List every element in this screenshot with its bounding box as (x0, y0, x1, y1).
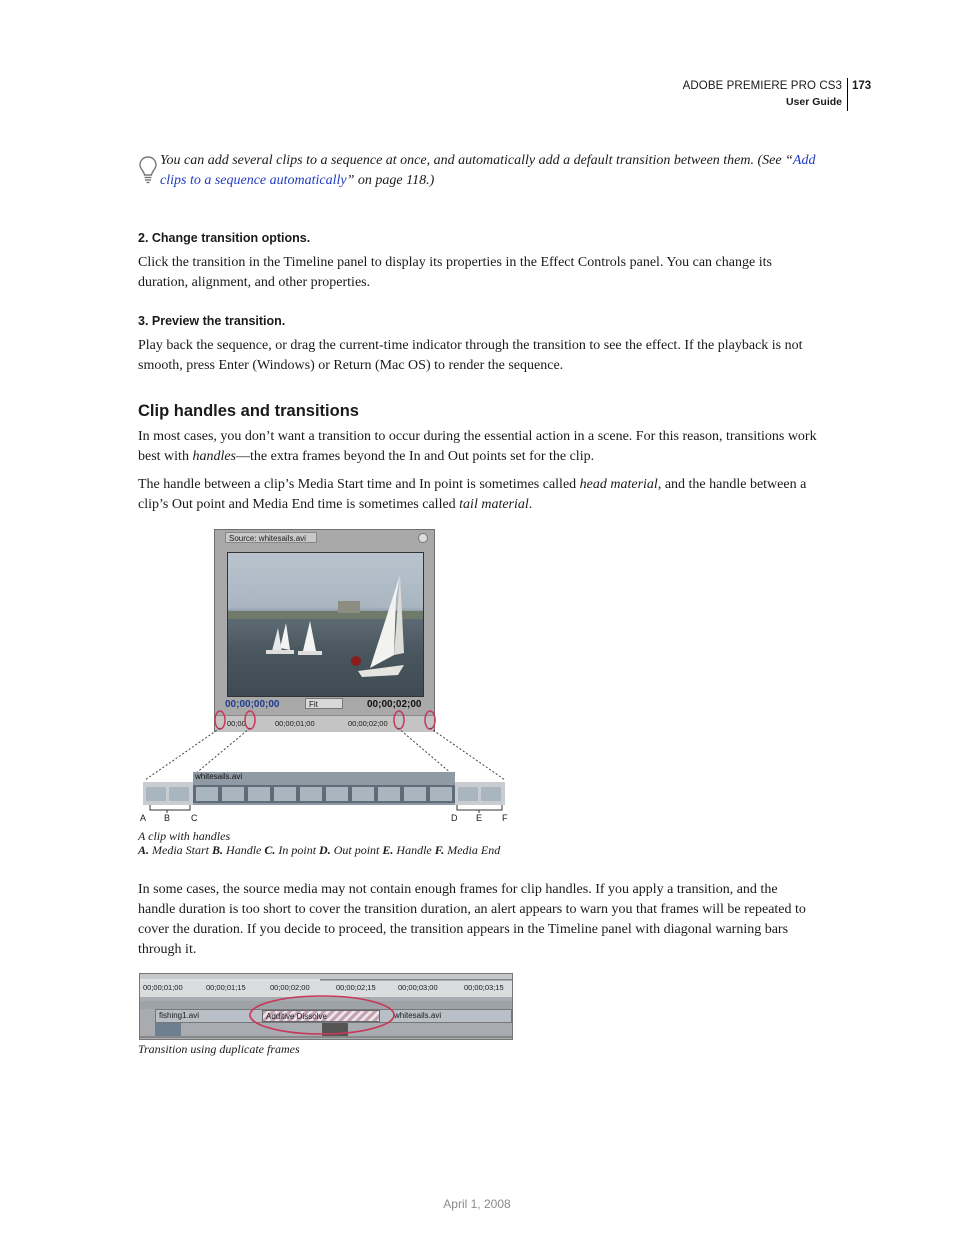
clip-filmstrip (143, 772, 505, 805)
section-paragraph-2 (138, 475, 818, 515)
legend-key: C. (264, 843, 276, 857)
legend-text: In point (275, 843, 320, 857)
tip-link[interactable]: Add clips to a sequence automatically (160, 153, 816, 188)
p2-emphasis-head: head material (579, 477, 658, 492)
video-frame-sailboats (227, 552, 424, 697)
clip-left-name: fishing1.avi (159, 1011, 200, 1020)
legend-text: Media Start (149, 843, 213, 857)
running-header-guide: User Guide (785, 96, 842, 108)
timecode-current: 00;00;00;00 (225, 699, 280, 710)
legend-text: Handle (223, 843, 265, 857)
ruler-tick-label: 00;00;02;00 (270, 983, 310, 992)
legend-key: E. (382, 843, 394, 857)
step-3-body: Play back the sequence, or drag the current-time indicator through the transition to see the effect. If the playback is not smooth, press Enter (Windows) or Return (Mac OS) to render the sequence. (138, 338, 803, 373)
source-monitor-screenshot (214, 529, 435, 732)
figure-1-caption-legend (138, 843, 500, 857)
step-2-body: Click the transition in the Timeline panel to display its properties in the Effect Controls panel. You can change its duration, alignment, and other properties. (138, 255, 772, 290)
timecode-duration: 00;00;02;00 (367, 699, 422, 710)
footer-date: April 1, 2008 (443, 1197, 511, 1211)
ruler-tick-label: 00;00;01;00 (143, 983, 183, 992)
section-paragraph-1 (138, 427, 818, 467)
p2-text-mid: , and the handle between a clip’s Out point and Media End time is sometimes called (138, 477, 807, 512)
step-2-heading: 2. Change transition options. (138, 231, 311, 245)
tip-text-after: ” on page 118.) (346, 173, 435, 188)
figure-1-caption-title: A clip with handles (138, 829, 231, 843)
running-header-product: ADOBE PREMIERE PRO CS3 (682, 80, 842, 92)
ruler-tick-label: 00;00;01;15 (206, 983, 246, 992)
p1-emphasis: handles (192, 449, 237, 464)
ruler-tick-label: 00;00;01;00 (275, 719, 315, 728)
label-b: B (164, 813, 171, 823)
label-f: F (502, 813, 508, 823)
p2-emphasis-tail: tail material (459, 497, 529, 512)
p1-text-end: —the extra frames beyond the In and Out points set for the clip. (236, 449, 595, 464)
clip-name-label: whitesails.avi (195, 772, 243, 781)
panel-menu-icon (418, 533, 428, 543)
header-divider (847, 78, 848, 111)
lightbulb-icon (138, 155, 158, 185)
section-paragraph-3: In some cases, the source media may not contain enough frames for clip handles. If you apply a transition, and the handle duration is too short to cover the transition duration, an alert appears to warn you that frames will be repeated to cover the duration. If you decide to proceed, the transition appears in the Timeline panel with diagonal warning bars through it. (138, 882, 806, 957)
p1-text: In most cases, you don’t want a transition to occur during the essential action in a scene. For this reason, transitions work best with (138, 429, 817, 464)
monitor-tab: Source: whitesails.avi (225, 532, 317, 543)
clip-right-name: whitesails.avi (394, 1011, 442, 1020)
figure-2-caption: Transition using duplicate frames (138, 1042, 300, 1056)
ruler-tick-label: 00;00;02;00 (348, 719, 388, 728)
label-a: A (140, 813, 147, 823)
ruler-tick-label: 00;00;02;15 (336, 983, 376, 992)
p2-text: The handle between a clip’s Media Start time and In point is sometimes called (138, 477, 580, 492)
label-d: D (451, 813, 458, 823)
step-3-heading: 3. Preview the transition. (138, 314, 286, 328)
p2-text-end: . (528, 497, 533, 512)
clip-thumbnail (155, 1023, 181, 1037)
zoom-select: Fit (305, 698, 343, 709)
legend-text: Media End (444, 843, 501, 857)
label-e: E (476, 813, 483, 823)
section-heading: Clip handles and transitions (138, 402, 359, 420)
transition-warning-bars: Additive Dissolve (262, 1010, 380, 1022)
legend-key: A. (138, 843, 150, 857)
legend-key: D. (319, 843, 331, 857)
legend-key: B. (212, 843, 224, 857)
ruler-tick-label: 00;00;03;00 (398, 983, 438, 992)
page-number: 173 (852, 80, 872, 92)
legend-text: Out point (330, 843, 383, 857)
ruler-tick-label: 00;00 (227, 719, 246, 728)
ruler-tick-label: 00;00;03;15 (464, 983, 504, 992)
tip-text-before: You can add several clips to a sequence at once, and automatically add a default transition between them. (See “ (160, 153, 793, 168)
sailboat-scene-graphic (228, 553, 423, 696)
label-c: C (191, 813, 198, 823)
legend-text: Handle (393, 843, 435, 857)
legend-key: F. (434, 843, 445, 857)
tip-text (160, 151, 820, 191)
transition-highlight-circle (245, 991, 400, 1041)
